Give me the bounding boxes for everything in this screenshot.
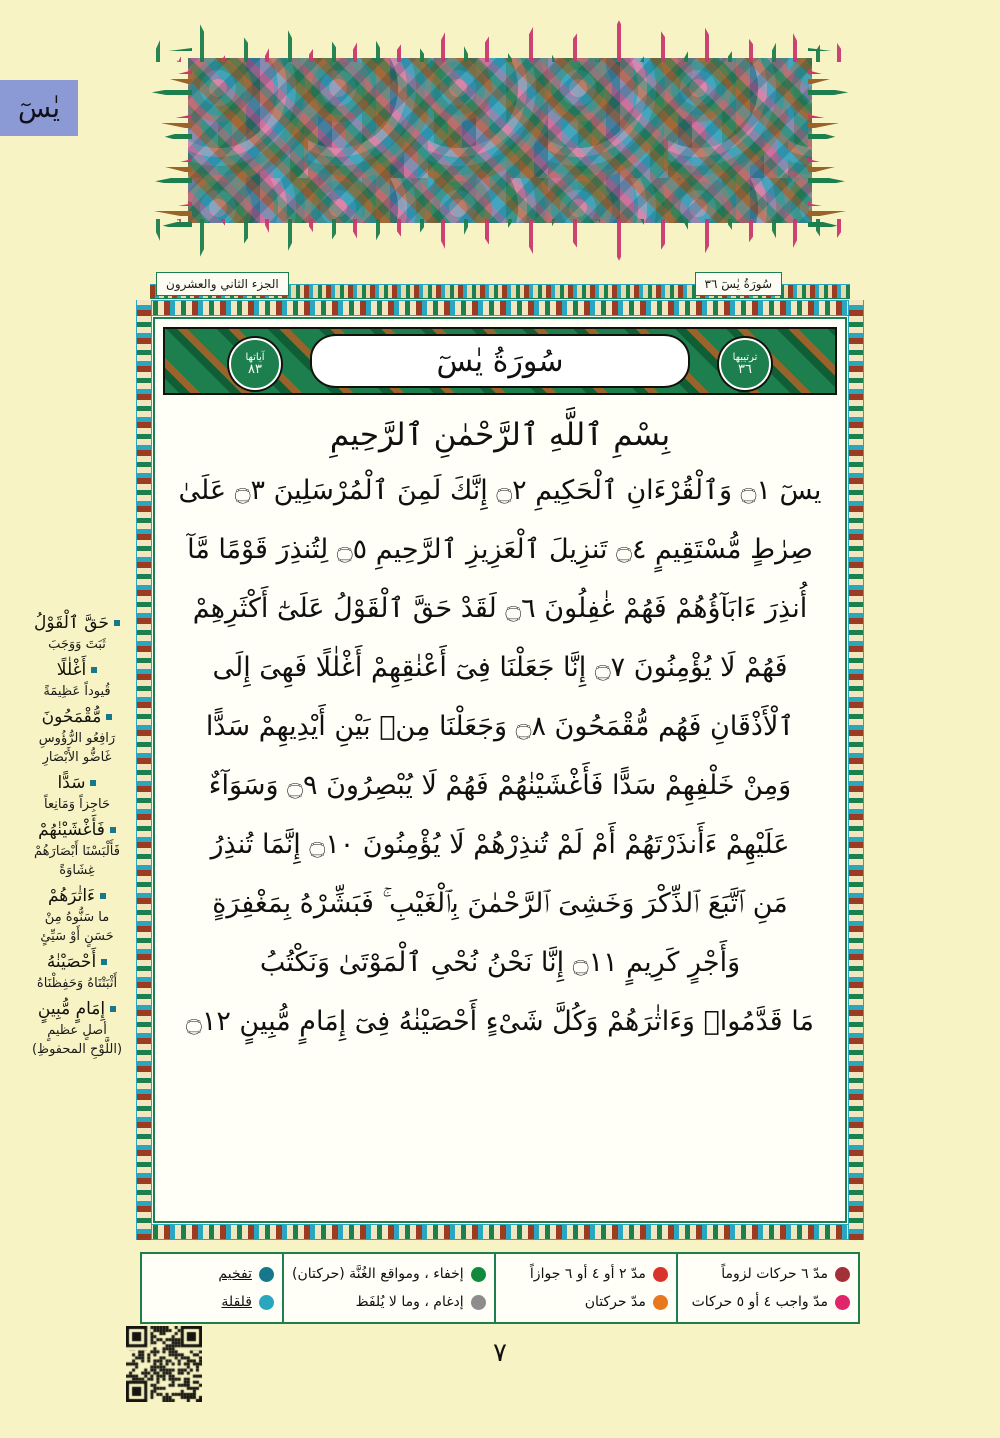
legend-column — [282, 1254, 494, 1322]
legend-color-dot — [259, 1267, 274, 1282]
legend-item — [686, 1260, 850, 1288]
frame-band-top — [136, 300, 864, 316]
illumination-frill-right — [808, 48, 850, 233]
bullet-icon — [91, 667, 97, 673]
ayah-line: يسٓ ۝١ وَٱلْقُرْءَانِ ٱلْحَكِيمِ ۝٢ إِنَّكَ لَمِنَ ٱلْمُرْسَلِينَ ۝٣ عَلَىٰ — [178, 475, 822, 506]
bullet-icon — [106, 714, 112, 720]
glossary-entry — [24, 885, 130, 946]
frame-band-left — [136, 300, 152, 1240]
glossary-definition: ما سَنُّوهُ مِنْ — [44, 910, 110, 925]
glossary-entry — [24, 612, 130, 654]
legend-item-label: إدغام ، وما لا يُلفَظ — [355, 1294, 464, 1310]
glossary-definition: غِشَاوَةً — [59, 863, 95, 878]
legend-color-dot — [259, 1295, 274, 1310]
glossary-term-text: حَقَّ ٱلْقَوْلُ — [34, 613, 109, 633]
glossary-term-text: إِمَامٍ مُّبِينٍ — [37, 999, 106, 1019]
illumination-frill-left — [150, 48, 192, 233]
legend-item-label: إخفاء ، ومواقع الغُنَّة (حركتان) — [291, 1266, 464, 1282]
legend-item — [504, 1260, 668, 1288]
surah-ayat-label: آياتها — [245, 352, 265, 363]
bullet-icon — [110, 1006, 116, 1012]
legend-color-dot — [653, 1295, 668, 1310]
legend-item-label: مدّ واجب ٤ أو ٥ حركات — [691, 1294, 828, 1310]
bullet-icon — [90, 780, 96, 786]
legend-item — [504, 1288, 668, 1316]
surah-ayat-count: ٨٣ — [248, 362, 262, 377]
legend-column — [142, 1254, 282, 1322]
glossary-term — [24, 819, 130, 842]
illumination-frill-top — [150, 18, 850, 62]
surah-tab-label: يٰسٓ — [18, 92, 60, 124]
legend-item-label: مدّ ٢ أو ٤ أو ٦ جوازاً — [529, 1266, 646, 1282]
glossary-definition: قُيوداً عَظِيمَةً — [43, 684, 111, 699]
legend-color-dot — [835, 1295, 850, 1310]
glossary-definition: أصلٍ عظيمٍ — [47, 1023, 107, 1038]
glossary-definition: رَافِعُو الرُّؤُوسِ — [38, 731, 116, 746]
ayah-line: فَهُمْ لَا يُؤْمِنُونَ ۝٧ إِنَّا جَعَلْنَا فِىٓ أَعْنٰقِهِمْ أَغْلٰلًا فَهِىَ إِلَى — [212, 652, 788, 683]
glossary-definition: حَاجِزاً وَمَانِعاً — [43, 797, 110, 812]
legend-item-label: مدّ حركتان — [584, 1294, 646, 1310]
frame-band-right — [848, 300, 864, 1240]
glossary-term — [24, 706, 130, 729]
glossary-term — [24, 772, 130, 795]
surah-ayat-count-badge — [229, 338, 281, 390]
margin-glossary — [24, 612, 130, 1064]
quran-page-frame — [136, 300, 864, 1240]
ayah-line: ٱلْأَذْقَانِ فَهُم مُّقْمَحُونَ ۝٨ وَجَعَلْنَا مِنۢ بَيْنِ أَيْدِيهِمْ سَدًّا — [205, 711, 795, 742]
glossary-entry — [24, 659, 130, 701]
header-surah-reference: سُورَةُ يٰسٓ ٣٦ — [695, 272, 783, 296]
glossary-term — [24, 612, 130, 635]
bullet-icon — [100, 893, 106, 899]
glossary-term — [24, 951, 130, 974]
surah-title-plate — [310, 334, 689, 388]
glossary-term-text: سَدًّا — [57, 773, 86, 793]
ayah-line: مَا قَدَّمُوا۟ وَءَاثٰرَهُمْ وَكُلَّ شَىْءٍ أَحْصَيْنٰهُ فِىٓ إِمَامٍ مُّبِينٍ ۝١٢ — [186, 1006, 814, 1037]
glossary-term-text: فَأَغْشَيْنٰهُمْ — [38, 820, 105, 840]
legend-color-dot — [471, 1267, 486, 1282]
top-illumination-panel — [150, 18, 850, 263]
glossary-term-text: أَغْلٰلًا — [56, 660, 87, 680]
glossary-term-text: ءَاثٰرَهُمْ — [47, 886, 96, 906]
glossary-definition: فَأَلْبَسْنَا أَبْصَارَهُمْ — [34, 844, 120, 859]
quran-text-area — [153, 317, 847, 1223]
surah-title-banner — [163, 327, 837, 395]
bullet-icon — [114, 620, 120, 626]
glossary-term — [24, 659, 130, 682]
legend-item — [150, 1288, 274, 1316]
frame-band-bottom — [136, 1224, 864, 1240]
illumination-core-pattern — [188, 58, 812, 223]
glossary-definition: غَاضُّو الأَبْصَارِ — [42, 750, 112, 765]
glossary-term — [24, 998, 130, 1021]
legend-item — [292, 1260, 486, 1288]
legend-color-dot — [835, 1267, 850, 1282]
tajweed-legend — [140, 1252, 860, 1324]
ayah-line: عَلَيْهِمْ ءَأَنذَرْتَهُمْ أَمْ لَمْ تُنذِرْهُمْ لَا يُؤْمِنُونَ ۝١٠ إِنَّمَا تُنذِرُ — [210, 829, 790, 860]
illumination-frill-bottom — [150, 219, 850, 263]
surah-name-tab — [0, 80, 78, 136]
bullet-icon — [101, 959, 107, 965]
glossary-entry — [24, 998, 130, 1059]
bullet-icon — [110, 827, 116, 833]
surah-order-number: ٣٦ — [738, 362, 752, 377]
glossary-definition: حَسَنٍ أَوْ سَيِّئٍ — [40, 929, 114, 944]
ayah-line: وَمِنْ خَلْفِهِمْ سَدًّا فَأَغْشَيْنٰهُمْ فَهُمْ لَا يُبْصِرُونَ ۝٩ وَسَوَآءٌ — [208, 770, 792, 801]
glossary-definition: أَثْبَتْنَاهُ وَحَفِظْنَاهُ — [36, 976, 118, 991]
surah-title-text: سُورَةُ يٰسٓ — [436, 343, 564, 379]
glossary-term — [24, 885, 130, 908]
ayah-line: صِرٰطٍ مُّسْتَقِيمٍ ۝٤ تَنزِيلَ ٱلْعَزِيزِ ٱلرَّحِيمِ ۝٥ لِتُنذِرَ قَوْمًا مَّآ — [187, 534, 813, 565]
quran-verses-body — [165, 405, 835, 1215]
glossary-definition: ثَبَتَ وَوَجَبَ — [48, 637, 106, 652]
legend-item — [150, 1260, 274, 1288]
glossary-term-text: مُّقْمَحُونَ — [41, 707, 102, 727]
bismillah-line: بِسْمِ ٱللَّهِ ٱلرَّحْمٰنِ ٱلرَّحِيمِ — [329, 417, 671, 453]
legend-item-label: قلقلة — [221, 1294, 252, 1310]
glossary-term-text: أَحْصَيْنٰهُ — [46, 952, 97, 972]
glossary-entry — [24, 706, 130, 767]
ayah-line: وَأَجْرٍ كَرِيمٍ ۝١١ إِنَّا نَحْنُ نُحْىِ ٱلْمَوْتَىٰ وَنَكْتُبُ — [259, 947, 741, 978]
glossary-definition: (اللَّوْحِ المحفوظِ) — [31, 1042, 123, 1057]
legend-column — [676, 1254, 858, 1322]
header-juz-reference: الجزء الثاني والعشرون — [156, 272, 289, 296]
legend-color-dot — [471, 1295, 486, 1310]
legend-item-label: تفخيم — [218, 1266, 252, 1282]
legend-column — [494, 1254, 676, 1322]
surah-order-badge — [719, 338, 771, 390]
page-number: ٧ — [493, 1338, 507, 1368]
legend-item — [686, 1288, 850, 1316]
legend-item-label: مدّ ٦ حركات لزوماً — [721, 1266, 828, 1282]
glossary-entry — [24, 951, 130, 993]
glossary-entry — [24, 819, 130, 880]
page-header — [150, 272, 850, 298]
legend-item — [292, 1288, 486, 1316]
legend-color-dot — [653, 1267, 668, 1282]
surah-order-label: ترتيبها — [732, 352, 758, 363]
glossary-entry — [24, 772, 130, 814]
ayah-line: أُنذِرَ ءَابَآؤُهُمْ فَهُمْ غٰفِلُونَ ۝٦ لَقَدْ حَقَّ ٱلْقَوْلُ عَلَىٰٓ أَكْثَرِهِمْ — [192, 593, 808, 624]
ayah-line: مَنِ ٱتَّبَعَ ٱلذِّكْرَ وَخَشِىَ ٱلرَّحْمٰنَ بِٱلْغَيْبِ ۚ فَبَشِّرْهُ بِمَغْفِرَةٍ — [212, 888, 788, 919]
